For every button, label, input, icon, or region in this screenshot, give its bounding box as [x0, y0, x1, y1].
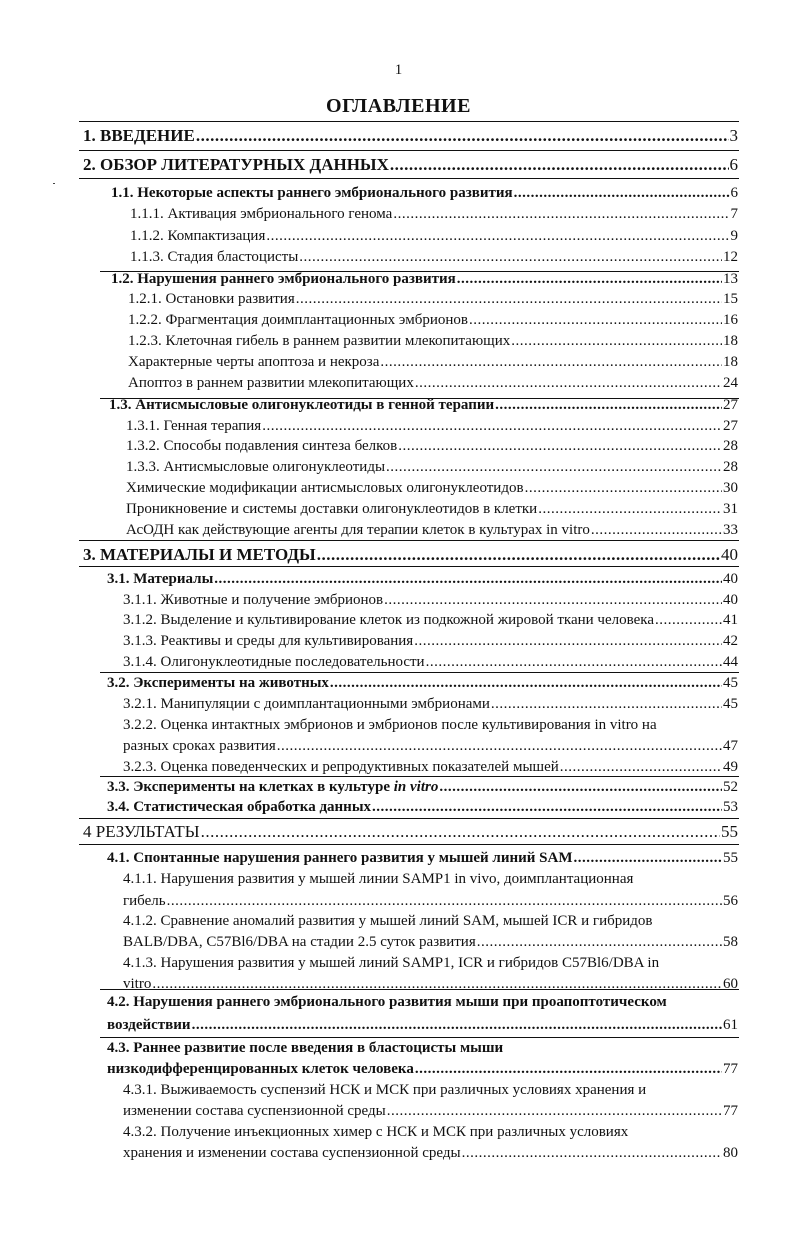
toc-leader	[415, 1062, 722, 1077]
toc-page: 27	[723, 397, 738, 413]
toc-leader	[591, 523, 722, 538]
toc-entry[interactable]	[126, 460, 738, 475]
toc-entry-text-main: 3.3. Эксперименты на клетках в культуре	[107, 779, 390, 795]
toc-leader	[514, 186, 730, 201]
rule	[79, 121, 739, 122]
toc-entry-text: 3.4. Статистическая обработка данных	[107, 799, 372, 815]
toc-leader	[574, 851, 722, 866]
toc-leader	[439, 780, 722, 795]
toc-entry-line1[interactable]: 3.2.2. Оценка интактных эмбрионов и эмбрионов после культивирования in vitro на	[123, 717, 657, 733]
toc-page: 30	[723, 480, 738, 496]
toc-leader	[387, 1104, 722, 1119]
toc-page: 6	[729, 155, 738, 174]
toc-page: 49	[723, 759, 738, 775]
toc-page: 45	[723, 675, 738, 691]
toc-entry-line1[interactable]: 4.1.3. Нарушения развития у мышей линий SAMP1, ICR и гибридов C57Bl6/DBA in	[123, 955, 660, 971]
toc-entry-text: изменении состава суспензионной среды	[123, 1103, 386, 1119]
toc-page: 47	[723, 738, 738, 754]
toc-leader	[469, 313, 722, 328]
toc-leader	[393, 207, 729, 222]
toc-page: 55	[721, 822, 738, 841]
toc-entry-text: Апоптоз в раннем развитии млекопитающих	[128, 375, 414, 391]
toc-entry-text	[107, 780, 438, 795]
toc-leader	[414, 634, 722, 649]
toc-page: 40	[723, 592, 738, 608]
toc-page: 58	[723, 934, 738, 950]
toc-page: 60	[723, 976, 738, 992]
toc-page: 40	[721, 545, 738, 564]
toc-entry-text: 1.1. Некоторые аспекты раннего эмбрионального развития	[111, 185, 513, 201]
toc-leader	[201, 823, 720, 840]
toc-entry-text: Характерные черты апоптоза и некроза	[128, 354, 380, 370]
toc-entry-line1[interactable]: 4.1.1. Нарушения развития у мышей линии SAMP1 in vivo, доимплантационная	[123, 871, 634, 887]
toc-page: 61	[723, 1017, 738, 1033]
toc-leader	[196, 127, 729, 144]
toc-entry[interactable]	[130, 229, 738, 244]
toc-entry[interactable]	[83, 546, 738, 563]
toc-entry[interactable]	[107, 676, 738, 691]
toc-entry-text: 3.1.2. Выделение и культивирование клеток из подкожной жировой ткани человека	[123, 612, 654, 628]
rule	[100, 776, 739, 777]
toc-entry[interactable]	[126, 502, 738, 517]
toc-entry-text: 3.1.3. Реактивы и среды для культивирования	[123, 633, 414, 649]
toc-entry-text: АсОДН как действующие агенты для терапии клеток в культурах in vitro	[126, 522, 590, 538]
toc-entry[interactable]	[111, 272, 738, 287]
toc-leader	[214, 572, 722, 587]
toc-entry[interactable]	[109, 398, 738, 413]
toc-page: 3	[729, 126, 738, 145]
toc-entry-text: 1.1.3. Стадия бластоцисты	[130, 249, 299, 265]
toc-leader	[415, 376, 722, 391]
toc-entry-line1[interactable]: 4.1.2. Сравнение аномалий развития у мышей линий SAM, мышей ICR и гибридов	[123, 913, 653, 929]
toc-entry-text: 1.1.1. Активация эмбрионального генома	[130, 206, 393, 222]
toc-page: 12	[723, 249, 738, 265]
toc-page: 31	[723, 501, 738, 517]
toc-entry-text: 2. ОБЗОР ЛИТЕРАТУРНЫХ ДАННЫХ	[83, 155, 389, 174]
toc-page: 16	[723, 312, 738, 328]
toc-entry-text: 1.3. Антисмысловые олигонуклеотиды в генной терапии	[109, 397, 495, 413]
toc-leader	[398, 439, 722, 454]
toc-entry-text: низкодифференцированных клеток человека	[107, 1061, 414, 1077]
toc-entry-text: 3.1.1. Животные и получение эмбрионов	[123, 592, 384, 608]
toc-entry[interactable]	[128, 334, 738, 349]
rule	[79, 540, 739, 541]
rule	[79, 178, 739, 179]
toc-entry[interactable]	[123, 739, 738, 754]
toc-page: 80	[723, 1145, 738, 1161]
toc-entry[interactable]	[83, 156, 738, 173]
toc-leader	[462, 1146, 722, 1161]
toc-entry[interactable]	[107, 1062, 738, 1077]
toc-entry[interactable]	[123, 894, 738, 909]
toc-leader	[386, 460, 722, 475]
toc-entry[interactable]	[130, 250, 738, 265]
toc-entry[interactable]	[128, 292, 738, 307]
toc-page: 56	[723, 893, 738, 909]
toc-entry-text: 1.3.2. Способы подавления синтеза белков	[126, 438, 398, 454]
toc-page: 40	[723, 571, 738, 587]
toc-entry[interactable]	[126, 523, 738, 538]
toc-entry-text: гибель	[123, 893, 166, 909]
toc-entry[interactable]	[128, 313, 738, 328]
toc-entry[interactable]	[126, 439, 738, 454]
toc-entry-line1[interactable]: 4.2. Нарушения раннего эмбрионального развития мыши при проапоптотическом	[107, 994, 667, 1010]
toc-entry[interactable]	[130, 207, 738, 222]
toc-page: 15	[723, 291, 738, 307]
toc-leader	[525, 481, 722, 496]
toc-entry-text: 1.2. Нарушения раннего эмбрионального развития	[111, 271, 456, 287]
rule	[79, 818, 739, 819]
toc-leader	[152, 977, 722, 992]
toc-entry[interactable]	[83, 127, 738, 144]
toc-leader	[262, 419, 722, 434]
toc-page: 9	[730, 228, 738, 244]
toc-entry-text-italic: in vitro	[393, 779, 439, 795]
toc-page: 28	[723, 438, 738, 454]
toc-entry-text: 3.2.3. Оценка поведенческих и репродуктивных показателей мышей	[123, 759, 559, 775]
toc-entry-text: vitro	[123, 976, 152, 992]
toc-page: 33	[723, 522, 738, 538]
toc-leader	[277, 739, 722, 754]
toc-entry[interactable]	[123, 977, 738, 992]
toc-page: 18	[723, 354, 738, 370]
toc-entry[interactable]	[123, 1104, 738, 1119]
toc-entry[interactable]	[123, 613, 738, 628]
toc-page: 77	[723, 1103, 738, 1119]
toc-page: 7	[730, 206, 738, 222]
toc-entry-text: BALB/DBA, C57Bl6/DBA на стадии 2.5 суток развития	[123, 934, 476, 950]
toc-leader	[560, 760, 722, 775]
toc-entry[interactable]	[107, 1018, 738, 1033]
toc-leader	[390, 156, 729, 173]
toc-entry-text: 1.3.1. Генная терапия	[126, 418, 262, 434]
toc-leader	[299, 250, 722, 265]
toc-leader	[495, 398, 722, 413]
toc-entry[interactable]	[128, 355, 738, 370]
toc-leader	[477, 935, 722, 950]
rule	[79, 844, 739, 845]
toc-page: 41	[723, 612, 738, 628]
toc-entry[interactable]	[123, 697, 738, 712]
rule	[100, 1037, 739, 1038]
toc-entry[interactable]	[126, 481, 738, 496]
rule	[79, 566, 739, 567]
rule	[79, 150, 739, 151]
toc-entry[interactable]	[107, 851, 738, 866]
toc-leader	[538, 502, 722, 517]
toc-page: 18	[723, 333, 738, 349]
toc-entry-text: 1.2.2. Фрагментация доимплантационных эмбрионов	[128, 312, 468, 328]
toc-entry-text: 1.2.3. Клеточная гибель в раннем развитии млекопитающих	[128, 333, 511, 349]
toc-entry-text: хранения и изменении состава суспензионной среды	[123, 1145, 461, 1161]
toc-leader	[384, 593, 722, 608]
toc-entry-text: Проникновение и системы доставки олигонуклеотидов в клетки	[126, 501, 538, 517]
toc-page: 77	[723, 1061, 738, 1077]
toc-leader	[372, 800, 722, 815]
page-title: ОГЛАВЛЕНИЕ	[326, 95, 471, 117]
toc-entry-text: 3.1. Материалы	[107, 571, 214, 587]
toc-page: 6	[730, 185, 738, 201]
toc-entry[interactable]	[123, 655, 738, 670]
toc-page: 27	[723, 418, 738, 434]
toc-entry-line1[interactable]: 4.3. Раннее развитие после введения в бластоцисты мыши	[107, 1040, 504, 1056]
toc-entry-text: разных сроках развития	[123, 738, 276, 754]
toc-leader	[491, 697, 722, 712]
toc-leader	[380, 355, 722, 370]
toc-page: 42	[723, 633, 738, 649]
toc-entry-text: 4.1. Спонтанные нарушения раннего развития у мышей линий SAM	[107, 850, 573, 866]
toc-page: 52	[723, 779, 738, 795]
toc-entry[interactable]	[123, 1146, 738, 1161]
toc-entry-text: воздействии	[107, 1017, 191, 1033]
toc-leader	[266, 229, 729, 244]
page-number: 1	[394, 62, 403, 78]
toc-entry[interactable]	[123, 935, 738, 950]
toc-entry[interactable]	[111, 186, 738, 201]
toc-entry-text: 3.1.4. Олигонуклеотидные последовательности	[123, 654, 425, 670]
toc-entry-line1[interactable]: 4.3.2. Получение инъекционных химер с НСК и МСК при различных условиях	[123, 1124, 629, 1140]
toc-entry[interactable]	[107, 800, 738, 815]
toc-leader	[296, 292, 722, 307]
toc-entry[interactable]	[123, 760, 738, 775]
toc-entry[interactable]	[123, 593, 738, 608]
toc-entry-text: 3.2.1. Манипуляции с доимплантационными эмбрионами	[123, 696, 490, 712]
toc-entry-text: 1. ВВЕДЕНИЕ	[83, 126, 195, 145]
toc-entry[interactable]	[83, 823, 738, 840]
margin-mark	[53, 183, 55, 184]
toc-page: 28	[723, 459, 738, 475]
toc-page: 44	[723, 654, 738, 670]
toc-page: 13	[723, 271, 738, 287]
toc-leader	[192, 1018, 722, 1033]
toc-entry-text: 1.1.2. Компактизация	[130, 228, 266, 244]
toc-entry[interactable]	[107, 572, 738, 587]
rule	[100, 672, 739, 673]
toc-entry-text: 3.2. Эксперименты на животных	[107, 675, 329, 691]
toc-entry-line1[interactable]: 4.3.1. Выживаемость суспензий НСК и МСК при различных условиях хранения и	[123, 1082, 647, 1098]
toc-entry[interactable]	[126, 419, 738, 434]
toc-page: 55	[723, 850, 738, 866]
toc-leader	[426, 655, 722, 670]
toc-entry-text: 4 РЕЗУЛЬТАТЫ	[83, 822, 200, 841]
toc-page: 53	[723, 799, 738, 815]
toc-leader	[317, 546, 720, 563]
toc-entry-text: 1.2.1. Остановки развития	[128, 291, 295, 307]
toc-leader	[457, 272, 722, 287]
toc-leader	[655, 613, 722, 628]
toc-leader	[511, 334, 722, 349]
toc-leader	[167, 894, 722, 909]
toc-entry[interactable]	[123, 634, 738, 649]
toc-entry-text: 1.3.3. Антисмысловые олигонуклеотиды	[126, 459, 386, 475]
toc-leader	[330, 676, 722, 691]
toc-entry-text: 3. МАТЕРИАЛЫ И МЕТОДЫ	[83, 545, 316, 564]
toc-page: 24	[723, 375, 738, 391]
toc-page: 45	[723, 696, 738, 712]
toc-entry[interactable]	[128, 376, 738, 391]
toc-entry[interactable]	[107, 780, 738, 795]
toc-entry-text: Химические модификации антисмысловых олигонуклеотидов	[126, 480, 524, 496]
